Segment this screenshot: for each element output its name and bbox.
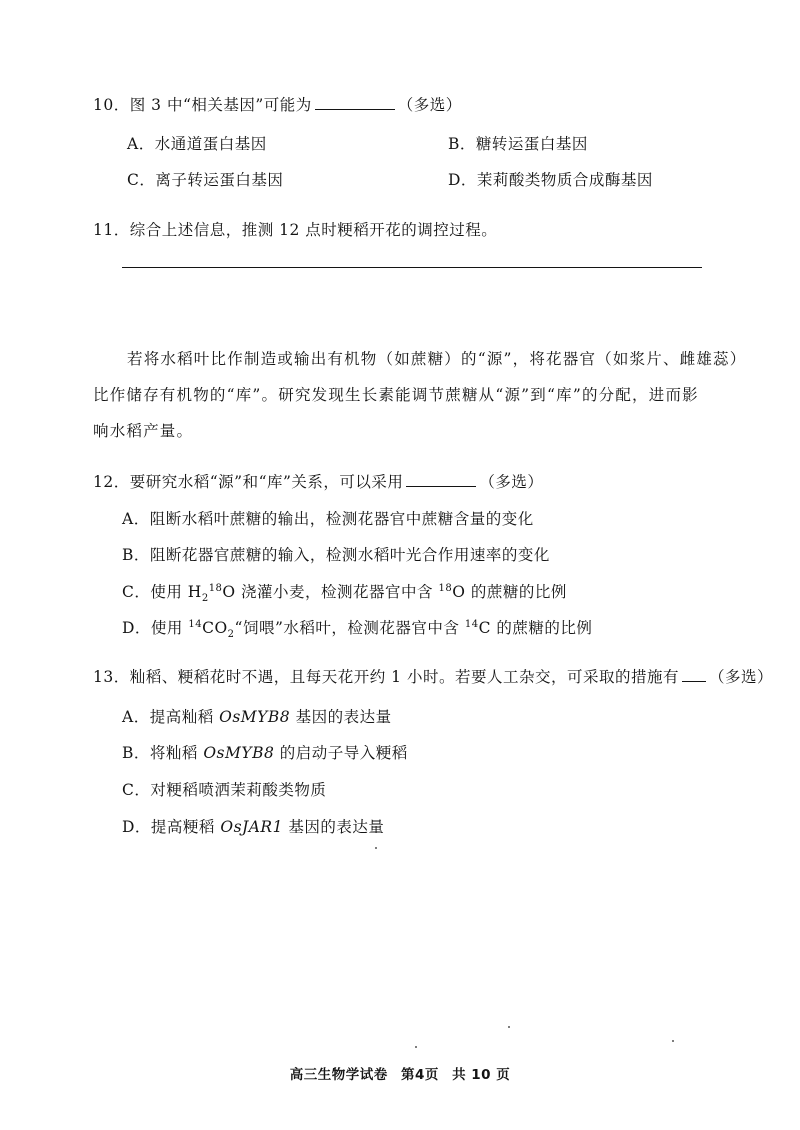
question-13-option-d: D．提高粳稻 OsJAR1 基因的表达量	[122, 818, 385, 836]
footer-total-pages: 共 10 页	[452, 1067, 511, 1083]
question-10-blank[interactable]	[315, 95, 395, 110]
question-13-stem	[93, 665, 773, 687]
gene-name: OsMYB8	[219, 708, 291, 726]
scan-speck	[415, 1046, 417, 1048]
question-13-blank[interactable]	[682, 667, 706, 682]
question-12-option-d: D．使用 $^{14}CO_2“$饲喂”水稻叶，检测花器官中含 $^{14}$C 的蔗糖的比例	[122, 618, 593, 641]
question-10-stem	[93, 93, 462, 115]
passage-line-3: 响水稻产量。	[93, 422, 194, 440]
question-10-option-c: C．离子转运蛋白基因	[127, 171, 284, 189]
footer-page-number: 第4页	[400, 1067, 439, 1083]
question-13-multi-select: （多选）	[708, 668, 773, 686]
question-11-answer-line[interactable]	[122, 267, 702, 268]
question-10-option-a: A．水通道蛋白基因	[127, 135, 267, 153]
gene-name: OsMYB8	[203, 744, 275, 762]
scan-speck	[508, 1026, 510, 1028]
scan-speck	[672, 1040, 674, 1042]
question-11-stem: 11．综合上述信息，推测 12 点时粳稻开花的调控过程。	[93, 221, 498, 239]
question-13-option-b: B．将籼稻 OsMYB8 的启动子导入粳稻	[122, 744, 408, 762]
question-12-option-c: C．使用 $H_2^{18}O$ 浇灌小麦，检测花器官中含 $^{18}$O 的蔗糖的比例	[122, 582, 567, 605]
question-10-multi-select: （多选）	[397, 96, 462, 114]
gene-name: OsJAR1	[220, 818, 283, 836]
question-10-text: 10．图 3 中“相关基因”可能为	[93, 96, 312, 114]
footer-title: 高三生物学试卷	[289, 1067, 388, 1083]
question-12-blank[interactable]	[406, 472, 476, 487]
question-10-option-d: D．茉莉酸类物质合成酶基因	[448, 171, 653, 189]
question-12-multi-select: （多选）	[479, 473, 544, 491]
passage-line-2: 比作储存有机物的“库”。研究发现生长素能调节蔗糖从“源”到“库”的分配，进而影	[93, 386, 699, 404]
question-12-option-b: B．阻断花器官蔗糖的输入，检测水稻叶光合作用速率的变化	[122, 546, 550, 564]
question-13-option-c: C．对粳稻喷洒茉莉酸类物质	[122, 781, 327, 799]
question-13-option-a: A．提高籼稻 OsMYB8 基因的表达量	[122, 708, 392, 726]
question-12-option-a: A．阻断水稻叶蔗糖的输出，检测花器官中蔗糖含量的变化	[122, 510, 534, 528]
question-12-text: 12．要研究水稻“源”和“库”关系，可以采用	[93, 473, 404, 491]
scan-speck	[375, 847, 377, 849]
question-12-stem	[93, 470, 543, 492]
question-10-option-b: B．糖转运蛋白基因	[448, 135, 588, 153]
passage-line-1: 若将水稻叶比作制造或输出有机物（如蔗糖）的“源”，将花器官（如浆片、雌雄蕊）	[127, 350, 747, 368]
page-footer	[0, 1063, 800, 1083]
question-13-text: 13．籼稻、粳稻花时不遇，且每天花开约 1 小时。若要人工杂交，可采取的措施有	[93, 668, 679, 686]
